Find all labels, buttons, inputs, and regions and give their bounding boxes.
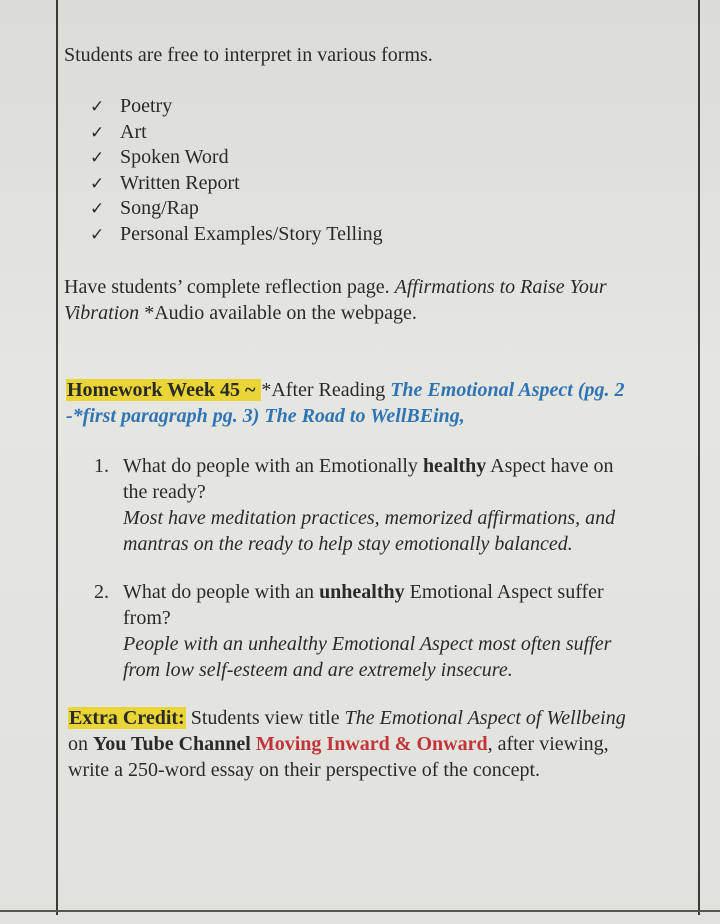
check-icon: ✓ [90, 97, 105, 117]
extra-credit-line-2: on You Tube Channel Moving Inward & Onward, after viewing, [68, 733, 609, 755]
check-icon: ✓ [90, 148, 105, 169]
list-item: ✓ Written Report [90, 171, 383, 197]
list-item: ✓ Art [90, 120, 383, 146]
reflection-line-1: Have students’ complete reflection page. Affirmations to Raise Your [64, 276, 607, 298]
extra-credit-label: Extra Credit: [69, 707, 185, 729]
check-icon: ✓ [90, 173, 105, 194]
list-item: ✓ Poetry [90, 94, 383, 120]
homework-line-2: -*first paragraph pg. 3) The Road to WellBEing, [66, 405, 465, 427]
reflection-line-2: Vibration *Audio available on the webpage. [64, 302, 417, 324]
check-icon: ✓ [90, 122, 105, 143]
check-icon: ✓ [90, 199, 105, 220]
page-border-bottom [0, 910, 720, 912]
reading-title: The Emotional Aspect (pg. 2 [390, 379, 625, 401]
list-item: ✓ Song/Rap [90, 196, 383, 222]
homework-label: Homework Week 45 ~ [67, 379, 261, 401]
forms-checklist [90, 94, 383, 248]
intro-line: Students are free to interpret in various forms. [64, 44, 433, 66]
list-item: ✓ Spoken Word [90, 145, 383, 171]
homework-line-1: Homework Week 45 ~ *After Reading The Emotional Aspect (pg. 2 [67, 379, 625, 401]
list-item: ✓ Personal Examples/Story Telling [90, 222, 383, 248]
channel-name: Moving Inward & Onward [255, 733, 488, 755]
extra-credit-line-3: write a 250-word essay on their perspective of the concept. [68, 759, 541, 781]
page-border-left [56, 0, 58, 915]
check-icon: ✓ [90, 224, 105, 245]
extra-credit-line-1: Extra Credit: Students view title The Emotional Aspect of Wellbeing [69, 707, 626, 729]
answer-2: People with an unhealthy Emotional Aspect most often suffer [123, 633, 612, 655]
page-border-right [698, 0, 700, 915]
answer-1: Most have meditation practices, memorized affirmations, and [123, 507, 616, 529]
